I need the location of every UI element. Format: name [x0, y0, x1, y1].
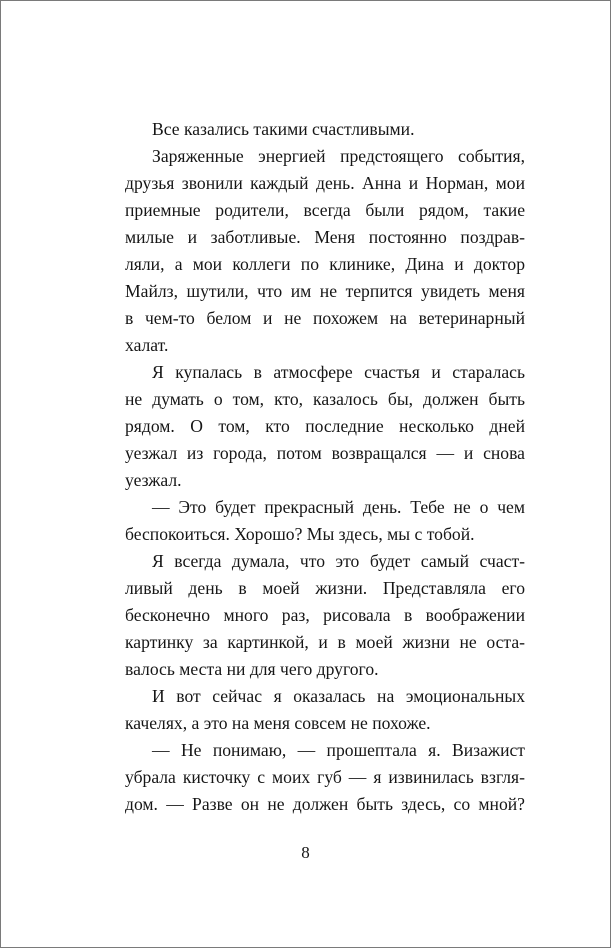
- text-line: друзья звонили каждый день. Анна и Норман, мои: [125, 173, 525, 193]
- text-line: картинку за картинкой, и в моей жизни не оста-: [125, 632, 525, 652]
- body-text: [125, 116, 525, 818]
- text-line: ливый день в моей жизни. Представляла его: [125, 578, 525, 598]
- text-line: — Не понимаю, — прошептала я. Визажист: [152, 740, 525, 760]
- page-number: 8: [301, 843, 310, 862]
- text-line: в чем-то белом и не похожем на ветеринарный: [125, 308, 525, 328]
- text-line: приемные родители, всегда были рядом, такие: [125, 200, 525, 220]
- text-line: Майлз, шутили, что им не терпится увидеть меня: [125, 281, 525, 301]
- text-line: дом. — Разве он не должен быть здесь, со мной?: [125, 794, 525, 814]
- text-line: рядом. О том, кто последние несколько дней: [125, 416, 525, 436]
- text-line: И вот сейчас я оказалась на эмоциональных: [152, 686, 525, 706]
- text-line: качелях, а это на меня совсем не похоже.: [125, 713, 431, 733]
- text-line: Все казались такими счастливыми.: [152, 119, 415, 139]
- text-line: уезжал.: [125, 470, 182, 490]
- text-line: убрала кисточку с моих губ — я извинилась взгля-: [125, 767, 525, 787]
- text-line: Я купалась в атмосфере счастья и старалась: [152, 362, 525, 382]
- text-line: ляли, а мои коллеги по клинике, Дина и доктор: [125, 254, 525, 274]
- text-line: бесконечно много раз, рисовала в воображении: [125, 605, 525, 625]
- text-line: уезжал из города, потом возвращался — и снова: [125, 443, 525, 463]
- text-line: — Это будет прекрасный день. Тебе не о чем: [152, 497, 525, 517]
- text-line: беспокоиться. Хорошо? Мы здесь, мы с тобой.: [125, 524, 475, 544]
- text-line: Заряженные энергией предстоящего события,: [152, 146, 525, 166]
- text-line: не думать о том, кто, казалось бы, должен быть: [125, 389, 525, 409]
- text-line: валось места ни для чего другого.: [125, 659, 379, 679]
- text-line: милые и заботливые. Меня постоянно поздрав-: [125, 227, 525, 247]
- text-line: Я всегда думала, что это будет самый счаст-: [152, 551, 525, 571]
- text-line: халат.: [125, 335, 169, 355]
